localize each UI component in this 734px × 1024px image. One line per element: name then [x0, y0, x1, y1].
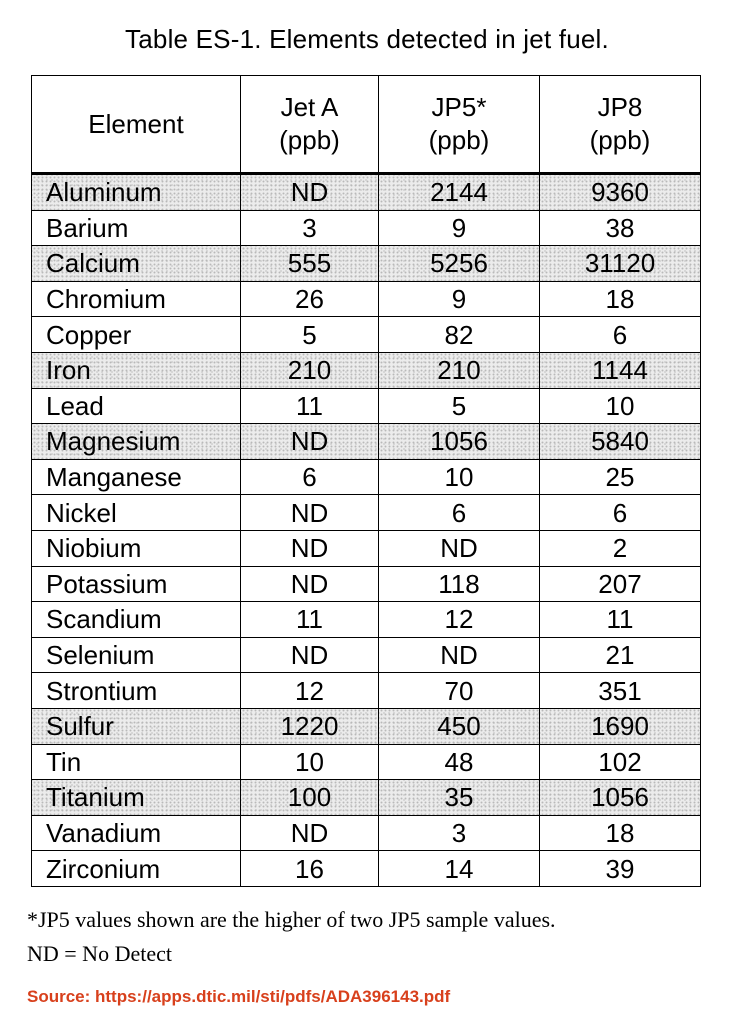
column-header-jp8: [540, 76, 701, 174]
footnote-nd: ND = No Detect: [27, 941, 172, 966]
table-row: [32, 780, 701, 816]
table-row: [32, 246, 701, 282]
cell-jp5: 14: [379, 851, 540, 887]
table-row: [32, 174, 701, 211]
cell-jp8: 18: [540, 815, 701, 851]
header-jet-a-label: Jet A: [280, 92, 339, 122]
cell-jet-a: 26: [241, 281, 379, 317]
table-row: [32, 673, 701, 709]
cell-element: Chromium: [32, 281, 241, 317]
table-row: [32, 530, 701, 566]
cell-element: Vanadium: [32, 815, 241, 851]
header-jp8-label: JP8: [597, 92, 643, 122]
cell-jet-a: ND: [241, 495, 379, 531]
header-jet-a-unit: (ppb): [279, 125, 340, 155]
cell-jp8: 31120: [540, 246, 701, 282]
cell-element: Manganese: [32, 459, 241, 495]
table-row: [32, 317, 701, 353]
cell-jet-a: 100: [241, 780, 379, 816]
column-header-jp5: [379, 76, 540, 174]
cell-element: Lead: [32, 388, 241, 424]
footnote-jp5: *JP5 values shown are the higher of two JP5 sample values.: [27, 907, 556, 932]
cell-jp8: 39: [540, 851, 701, 887]
cell-jet-a: 11: [241, 602, 379, 638]
cell-jp8: 1144: [540, 352, 701, 388]
cell-element: Niobium: [32, 530, 241, 566]
cell-jp5: 12: [379, 602, 540, 638]
cell-jp8: 1056: [540, 780, 701, 816]
cell-jp5: 1056: [379, 424, 540, 460]
cell-jet-a: ND: [241, 637, 379, 673]
cell-jp8: 2: [540, 530, 701, 566]
cell-jp5: 450: [379, 708, 540, 744]
cell-jp8: 102: [540, 744, 701, 780]
table-row: [32, 602, 701, 638]
cell-jp5: 5: [379, 388, 540, 424]
table-row: [32, 708, 701, 744]
cell-jp5: ND: [379, 637, 540, 673]
table-row: [32, 744, 701, 780]
source-link[interactable]: Source: https://apps.dtic.mil/sti/pdfs/ADA396143.pdf: [27, 987, 451, 1006]
column-header-jet-a: [241, 76, 379, 174]
cell-element: Magnesium: [32, 424, 241, 460]
header-jp8-unit: (ppb): [589, 125, 651, 155]
cell-jet-a: 12: [241, 673, 379, 709]
cell-jp8: 9360: [540, 174, 701, 211]
cell-jp8: 10: [540, 388, 701, 424]
table-title: Table ES-1. Elements detected in jet fuel.: [125, 24, 609, 54]
cell-element: Titanium: [32, 780, 241, 816]
cell-jp5: 48: [379, 744, 540, 780]
cell-element: Barium: [32, 210, 241, 246]
cell-element: Scandium: [32, 602, 241, 638]
cell-jp5: 9: [379, 281, 540, 317]
cell-jet-a: 10: [241, 744, 379, 780]
cell-jp5: 82: [379, 317, 540, 353]
cell-element: Iron: [32, 352, 241, 388]
cell-jp8: 25: [540, 459, 701, 495]
table-row: [32, 459, 701, 495]
table-row: [32, 851, 701, 887]
table-row: [32, 495, 701, 531]
cell-jp5: 210: [379, 352, 540, 388]
cell-element: Aluminum: [32, 174, 241, 211]
cell-element: Potassium: [32, 566, 241, 602]
header-element-label: Element: [88, 108, 184, 139]
table-row: [32, 281, 701, 317]
cell-jet-a: 1220: [241, 708, 379, 744]
cell-jet-a: ND: [241, 174, 379, 211]
cell-jet-a: 16: [241, 851, 379, 887]
cell-jet-a: 5: [241, 317, 379, 353]
header-jp5-label: JP5*: [431, 92, 487, 122]
cell-jp8: 18: [540, 281, 701, 317]
cell-jp5: ND: [379, 530, 540, 566]
cell-element: Selenium: [32, 637, 241, 673]
cell-jp5: 3: [379, 815, 540, 851]
table-row: [32, 424, 701, 460]
cell-jet-a: 11: [241, 388, 379, 424]
table-row: [32, 210, 701, 246]
cell-jet-a: 6: [241, 459, 379, 495]
cell-jp8: 207: [540, 566, 701, 602]
cell-jet-a: 210: [241, 352, 379, 388]
cell-jp5: 35: [379, 780, 540, 816]
cell-jp5: 6: [379, 495, 540, 531]
cell-jp5: 118: [379, 566, 540, 602]
cell-jp8: 6: [540, 317, 701, 353]
cell-element: Copper: [32, 317, 241, 353]
cell-jp8: 6: [540, 495, 701, 531]
cell-jp8: 5840: [540, 424, 701, 460]
cell-jp5: 5256: [379, 246, 540, 282]
table-body: [32, 174, 701, 887]
cell-jet-a: ND: [241, 530, 379, 566]
cell-jp5: 9: [379, 210, 540, 246]
header-row: [32, 76, 701, 174]
cell-jet-a: ND: [241, 815, 379, 851]
cell-element: Nickel: [32, 495, 241, 531]
column-header-element: [32, 76, 241, 174]
table-row: [32, 566, 701, 602]
cell-jp8: 38: [540, 210, 701, 246]
table-row: [32, 815, 701, 851]
cell-jp8: 351: [540, 673, 701, 709]
table-row: [32, 352, 701, 388]
cell-jp5: 2144: [379, 174, 540, 211]
cell-jet-a: 555: [241, 246, 379, 282]
cell-jet-a: ND: [241, 424, 379, 460]
cell-element: Zirconium: [32, 851, 241, 887]
elements-table: [31, 75, 701, 887]
cell-jp5: 10: [379, 459, 540, 495]
table-row: [32, 388, 701, 424]
cell-element: Sulfur: [32, 708, 241, 744]
cell-jet-a: 3: [241, 210, 379, 246]
cell-jp8: 21: [540, 637, 701, 673]
cell-element: Tin: [32, 744, 241, 780]
cell-jet-a: ND: [241, 566, 379, 602]
cell-jp5: 70: [379, 673, 540, 709]
header-jp5-unit: (ppb): [428, 125, 490, 155]
cell-jp8: 1690: [540, 708, 701, 744]
table-row: [32, 637, 701, 673]
cell-element: Calcium: [32, 246, 241, 282]
cell-jp8: 11: [540, 602, 701, 638]
cell-element: Strontium: [32, 673, 241, 709]
